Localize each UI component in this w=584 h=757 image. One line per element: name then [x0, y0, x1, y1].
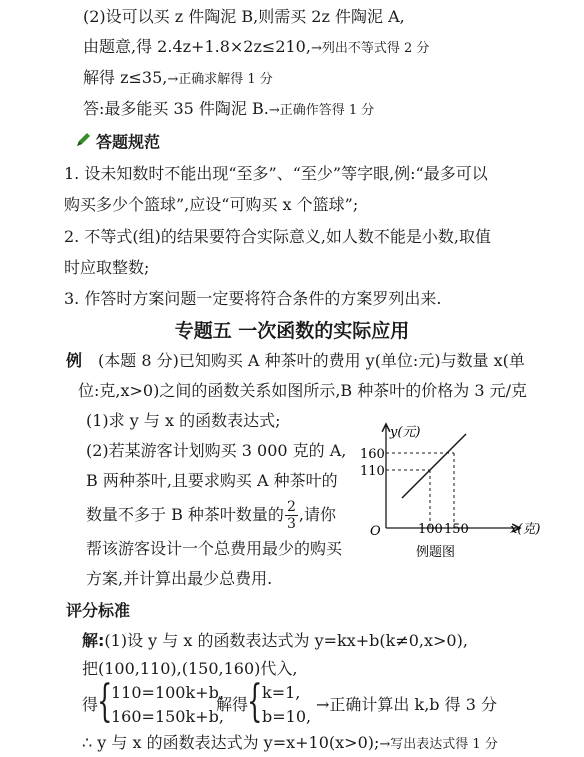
- question-2-line: 帮该游客设计一个总费用最少的购买: [86, 539, 343, 558]
- x-tick-label: 100: [418, 522, 443, 537]
- score-note: →正确求解得 1 分: [167, 72, 273, 87]
- equation: b=10,: [262, 707, 312, 726]
- norm-item: 时应取整数;: [64, 258, 150, 277]
- solution-line: [83, 67, 273, 91]
- norm-item: 3. 作答时方案问题一定要将符合条件的方案罗列出来.: [64, 289, 442, 308]
- question-2-line: [86, 498, 336, 532]
- equation: 110=100k+b,: [111, 683, 224, 702]
- grading-heading: 评分标准: [66, 601, 131, 620]
- fraction-denominator: 3: [286, 516, 296, 532]
- left-brace: {: [247, 676, 263, 727]
- solution-line: [83, 36, 429, 60]
- equation: k=1,: [262, 683, 301, 702]
- question-2-text: 数量不多于 B 种茶叶数量的: [86, 505, 284, 524]
- equation: 160=150k+b,: [111, 707, 224, 726]
- function-line: [402, 434, 466, 498]
- grading-text: 解得: [216, 695, 249, 714]
- section-title: 专题五 一次函数的实际应用: [174, 320, 410, 342]
- x-tick-label: 150: [444, 522, 469, 537]
- norm-item: 1. 设未知数时不能出现“至多”、“至少”等字眼,例:“最多可以: [64, 164, 488, 183]
- solution-text: 由题意,得 2.4z+1.8×2z≤210,: [83, 37, 311, 56]
- figure-caption: 例题图: [416, 545, 456, 560]
- y-tick-label: 160: [360, 447, 385, 462]
- question-2-line: B 两种茶叶,且要求购买 A 种茶叶的: [86, 471, 338, 490]
- score-note: →列出不等式得 2 分: [310, 41, 430, 56]
- example-line: (本题 8 分)已知购买 A 种茶叶的费用 y(单位:元)与数量 x(单: [98, 351, 525, 370]
- fraction-numerator: 2: [286, 499, 296, 515]
- y-tick-label: 110: [360, 464, 385, 479]
- solution-line: [83, 98, 374, 122]
- left-brace: {: [97, 676, 113, 727]
- example-line: 位:克,x>0)之间的函数关系如图所示,B 种茶叶的价格为 3 元/克: [78, 381, 528, 400]
- solution-text: 答:最多能买 35 件陶泥 B.: [83, 99, 269, 118]
- question-1: (1)求 y 与 x 的函数表达式;: [86, 411, 281, 430]
- example-figure: [360, 420, 560, 570]
- x-axis-label: x(克): [510, 522, 541, 537]
- grading-text: (1)设 y 与 x 的函数表达式为 y=kx+b(k≠0,x>0),: [104, 631, 468, 650]
- question-2-text: ,请你: [298, 505, 336, 524]
- solution-line: (2)设可以买 z 件陶泥 B,则需买 2z 件陶泥 A,: [83, 7, 405, 26]
- solution-label: 解:: [82, 631, 105, 650]
- grading-line: [82, 732, 498, 756]
- solution-text: 解得 z≤35,: [83, 68, 168, 87]
- origin-label: O: [370, 524, 381, 539]
- fraction: [285, 499, 298, 532]
- score-note: →正确计算出 k,b 得 3 分: [316, 695, 497, 714]
- grading-text: 得: [82, 695, 99, 714]
- norms-heading-text: 答题规范: [96, 132, 161, 152]
- grading-text: ∴ y 与 x 的函数表达式为 y=x+10(x>0);: [82, 733, 380, 752]
- norm-item: 购买多少个篮球”,应设“可购买 x 个篮球”;: [64, 195, 359, 214]
- norms-heading: [74, 131, 160, 155]
- example-label: 例: [66, 351, 83, 370]
- grading-line: 把(100,110),(150,160)代入,: [82, 659, 298, 678]
- pencil-icon: [74, 131, 92, 155]
- y-axis-label: y(元): [390, 425, 421, 440]
- question-2-line: (2)若某游客计划购买 3 000 克的 A,: [86, 441, 347, 460]
- norm-item: 2. 不等式(组)的结果要符合实际意义,如人数不能是小数,取值: [64, 227, 492, 246]
- score-note: →正确作答得 1 分: [268, 103, 375, 118]
- score-note: →写出表达式得 1 分: [379, 737, 498, 752]
- question-2-line: 方案,并计算出最少总费用.: [86, 569, 273, 588]
- grading-line: [82, 630, 468, 652]
